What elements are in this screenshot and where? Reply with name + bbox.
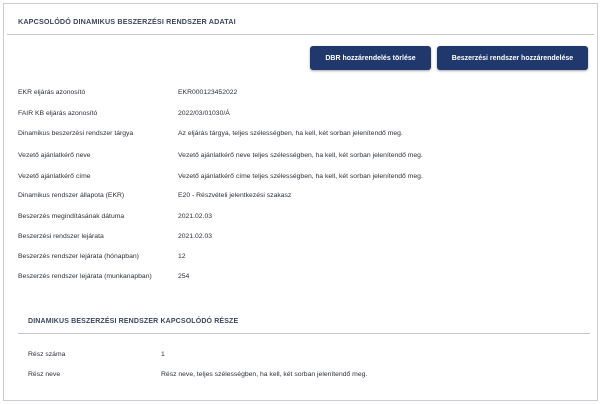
dbr-details-panel: [3, 3, 598, 401]
field-label: Beszerzés rendszer lejárata (munkanapban): [18, 273, 152, 280]
field-label: FAIR KB eljárás azonosító: [18, 110, 98, 117]
field-value: 1: [161, 351, 165, 358]
field-label: EKR eljárás azonosító: [18, 89, 86, 96]
field-label: Beszerzési rendszer lejárata: [18, 233, 104, 240]
field-value: 2022/03/01030/Á: [178, 110, 230, 117]
subsection-title: DINAMIKUS BESZERZÉSI RENDSZER KAPCSOLÓDÓ RÉSZE: [28, 318, 239, 325]
field-value: 2021.02.03: [178, 233, 213, 240]
field-label: Vezető ajánlatkérő címe: [18, 173, 91, 180]
subsection-divider: [18, 333, 590, 334]
remove-dbr-assignment-button[interactable]: DBR hozzárendelés törlése: [310, 46, 431, 70]
field-value: 254: [178, 273, 190, 280]
field-label: Vezető ajánlatkérő neve: [18, 152, 91, 159]
field-value: Vezető ajánlatkérő címe teljes szélességben, ha kell, két sorban jelenítendő meg.: [178, 173, 423, 180]
field-label: Dinamikus rendszer állapota (EKR): [18, 192, 125, 199]
field-value: Vezető ajánlatkérő neve teljes szélességben, ha kell, két sorban jelenítendő meg.: [178, 152, 423, 159]
field-value: Az eljárás tárgya, teljes szélességben, ha kell, két sorban jelenítendő meg.: [178, 130, 403, 137]
field-value: 12: [178, 253, 186, 260]
field-value: EKR000123452022: [178, 89, 238, 96]
field-value: 2021.02.03: [178, 213, 213, 220]
field-label: Rész neve: [28, 371, 61, 378]
section-title: KAPCSOLÓDÓ DINAMIKUS BESZERZÉSI RENDSZER ADATAI: [18, 17, 236, 26]
field-value: E20 - Részvételi jelentkezési szakasz: [178, 192, 292, 199]
assign-procurement-system-button[interactable]: Beszerzési rendszer hozzárendelése: [437, 46, 588, 70]
field-label: Beszerzés rendszer lejárata (hónapban): [18, 253, 139, 260]
section-divider: [7, 34, 594, 35]
field-label: Beszerzés megindításának dátuma: [18, 213, 125, 220]
field-label: Dinamikus beszerzési rendszer tárgya: [18, 130, 134, 137]
field-value: Rész neve, teljes szélességben, ha kell, két sorban jelenítendő meg.: [161, 371, 368, 378]
field-label: Rész száma: [28, 351, 66, 358]
